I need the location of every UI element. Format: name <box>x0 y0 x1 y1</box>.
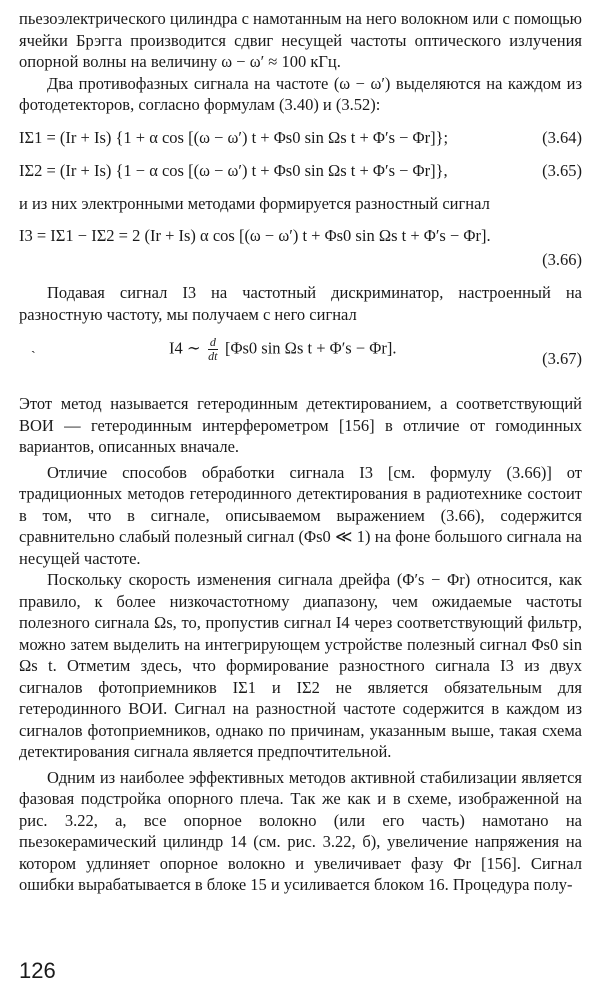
paragraph-two-signals: Два противофазных сигнала на частоте (ω − ω′) выделяются на каждом из фотодетекторов, согласно формулам (3.40) и (3.52): <box>19 73 582 114</box>
equation-3-66-body: I3 = IΣ1 − IΣ2 = 2 (Ir + Is) α cos [(ω − ω′) t + Φs0 sin Ωs t + Φ′s − Φr]. <box>19 226 491 245</box>
equation-3-67-lhs: I4 ∼ <box>169 338 201 358</box>
equation-3-65 <box>19 160 582 182</box>
equation-3-64-body: IΣ1 = (Ir + Is) {1 + α cos [(ω − ω′) t + Φs0 sin Ωs t + Φ′s − Φr]}; <box>19 127 449 147</box>
equation-3-64-number: (3.64) <box>542 127 582 147</box>
equation-3-67-rhs: [Φs0 sin Ωs t + Φ′s − Φr]. <box>224 338 397 358</box>
equation-3-67 <box>19 336 582 382</box>
paragraph-processing-difference: Отличие способов обработки сигнала I3 [см. формулу (3.66)] от традиционных методов гетеродинного детектирования в радиотехнике состоит в том, что в сигнале, описываемом выражением (3.66), содержится сравнительно слабый полезный сигнал (Φs0 ≪ 1) на фоне большого сигнала на несущей частоте. <box>19 462 582 568</box>
derivative-fraction <box>208 336 218 363</box>
page-number: 126 <box>19 958 56 983</box>
paragraph-drift: Поскольку скорость изменения сигнала дрейфа (Φ′s − Φr) относится, как правило, к более низкочастотному диапазону, чем ожидаемые частоты полезного сигнала Ωs, то, пропустив сигнал I4 через соответствующий фильтр, можно затем выделить на интегрирующем устройстве полезный сигнал Φs0 sin Ωs t. Отметим здесь, что формирование разностного сигнала I3 из двух сигналов фотоприемников IΣ1 и IΣ2 не является обязательным для гетеродинного ВОИ. Сигнал на разностной частоте содержится в каждом из сигналов фотоприемников, однако по причинам, указанным выше, такая схема детектирования сигнала является предпочтительной. <box>19 570 582 761</box>
fraction-denominator: dt <box>208 349 218 363</box>
paragraph-intro: пьезоэлектрического цилиндра с намотанным на него волокном или с помощью ячейки Брэгга производится сдвиг несущей частоты оптического излучения опорной волны на величину ω − ω′ ≈ 100 кГц. <box>19 9 582 71</box>
paragraph-difference-signal: и из них электронными методами формируется разностный сигнал <box>19 193 490 213</box>
stray-mark: ˎ <box>31 339 36 354</box>
equation-3-64 <box>19 127 582 149</box>
equation-3-66-number: (3.66) <box>542 250 582 269</box>
paragraph-method: Этот метод называется гетеродинным детектированием, а соответствующий ВОИ — гетеродинным интерферометром [156] в отличие от гомодинных вариантов, описанных вначале. <box>19 394 582 456</box>
fraction-numerator: d <box>209 335 216 349</box>
paragraph-discriminator: Подавая сигнал I3 на частотный дискриминатор, настроенный на разностную частоту, мы получаем с него сигнал <box>19 283 582 324</box>
equation-3-65-body: IΣ2 = (Ir + Is) {1 − α cos [(ω − ω′) t + Φs0 sin Ωs t + Φ′s − Φr]}, <box>19 160 448 180</box>
equation-3-66 <box>19 225 582 271</box>
equation-3-67-number: (3.67) <box>542 349 582 368</box>
equation-3-67-body <box>169 336 396 363</box>
equation-3-65-number: (3.65) <box>542 160 582 180</box>
paragraph-stabilization: Одним из наиболее эффективных методов активной стабилизации является фазовая подстройка опорного плеча. Так же как и в схеме, изображенной на рис. 3.22, а, все опорное волокно (или его часть) намотано на пьезокерамический цилиндр 14 (см. рис. 3.22, б), увеличение напряжения на котором удлиняет опорное волокно и увеличивает фазу Φr [156]. Сигнал ошибки вырабатывается в блоке 15 и усиливается блоком 16. Процедура полу- <box>19 767 582 894</box>
